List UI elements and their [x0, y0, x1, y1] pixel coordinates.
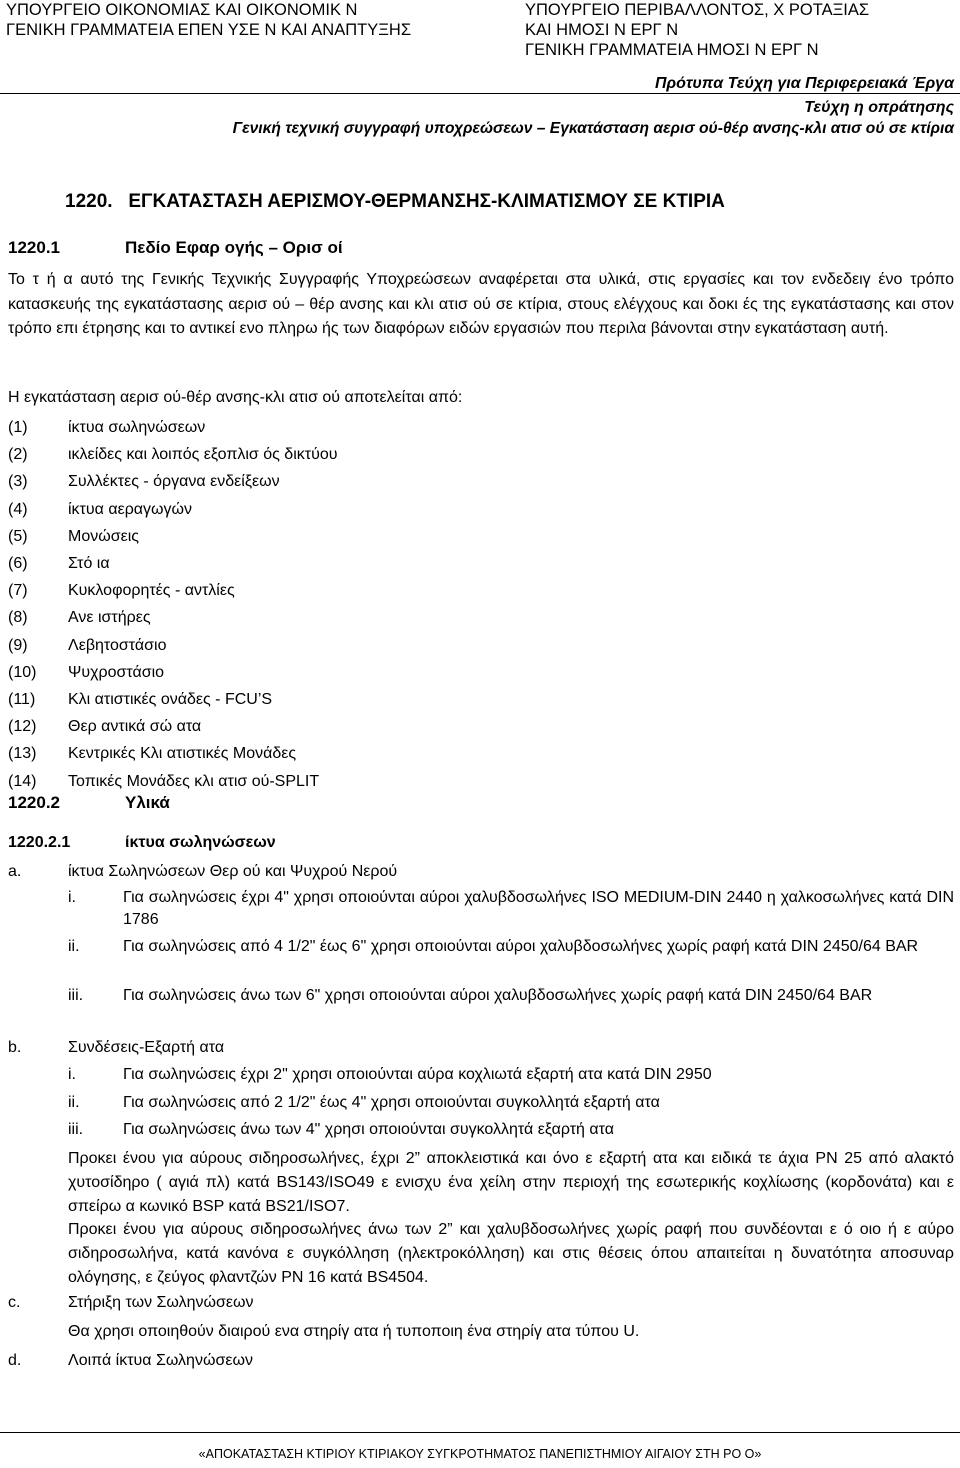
component-number: (13): [8, 745, 37, 763]
black-steel-fittings-paragraph: Προκει ένου για αύρους σιδηροσωλήνες, έχρι 2” αποκλειστικά και όνο ε εξαρτή ατα και ειδικά τε άχια PN 25 από αλακτό χυτοσίδηρο ( αγιά πλ) κατά BS143/ISO49 ε ενισχυ ένα χείλη στην περιοχή της εσωτερικής κοχλίωσης (κορδονάτα) και ε σπείρω α κωνικό BSP κατά BS21/ISO7.: [68, 1150, 954, 1215]
section-2-heading: Υλικά: [125, 793, 170, 812]
spec-item-number: i.: [68, 1066, 76, 1083]
spec-item: [68, 1092, 954, 1114]
component-label: Λεβητοστάσιο: [68, 636, 167, 654]
component-number: (11): [8, 691, 36, 708]
component-number: (4): [8, 500, 28, 518]
component-label: Κυκλοφορητές - αντλίες: [68, 582, 235, 600]
spec-item-number: ii.: [68, 938, 80, 955]
chapter-title: 1220. ΕΓΚΑΤΑΣΤΑΣΗ ΑΕΡΙΣΜΟΥ-ΘΕΡΜΑΝΣΗΣ-ΚΛΙΜΑΤΙΣΜΟΥ ΣΕ ΚΤΙΡΙΑ: [65, 191, 725, 212]
spec-item-number: i.: [68, 889, 76, 906]
spec-item-number: iii.: [68, 987, 84, 1004]
spec-item-text: Για σωληνώσεις έχρι 4" χρησι οποιούνται αύροι χαλυβδοσωλήνες ISO MEDIUM-DIN 2440 η χαλκοσωλήνες κατά DIN 1786: [123, 889, 954, 928]
subsection-heading: ίκτυα σωληνώσεων: [125, 834, 276, 851]
component-label: Θερ αντικά σώ ατα: [68, 718, 202, 736]
spec-item: [68, 1064, 954, 1086]
spec-item-text: Για σωληνώσεις άνω των 4" χρησι οποιούνται συγκολλητά εξαρτή ατα: [123, 1121, 614, 1138]
section-1-number: 1220.1: [8, 238, 60, 257]
component-number: (8): [8, 609, 28, 627]
component-label: Συλλέκτες - όργανα ενδείξεων: [68, 473, 280, 491]
spec-item: [68, 1119, 954, 1141]
component-label: Τοπικές Μονάδες κλι ατισ ού-SPLIT: [68, 772, 320, 790]
spec-item: [68, 985, 954, 1007]
section-2-number: 1220.2: [8, 793, 60, 812]
ministry-environment-title-2: ΚΑΙ ΗΜΟΣΙ Ν ΕΡΓ Ν: [525, 21, 679, 39]
project-footer: «ΑΠΟΚΑΤΑΣΤΑΣΗ ΚΤΙΡΙΟΥ ΚΤΙΡΙΑΚΟΥ ΣΥΓΚΡΟΤΗΜΑΤΟΣ ΠΑΝΕΠΙΣΤΗΜΙΟΥ ΑΙΓΑΙΟΥ ΣΤΗ ΡΟ Ο»: [198, 1447, 762, 1461]
component-number: (1): [8, 419, 28, 436]
component-number: (3): [8, 473, 28, 491]
pipe-supports-heading: Στήριξη των Σωληνώσεων: [68, 1294, 254, 1311]
component-label: Στό ια: [68, 555, 110, 572]
component-label: ίκτυα σωληνώσεων: [68, 419, 206, 436]
component-number: (12): [8, 718, 37, 736]
secretariat-public-works-title: ΓΕΝΙΚΗ ΓΡΑΜΜΑΤΕΙΑ ΗΜΟΣΙ Ν ΕΡΓ Ν: [525, 41, 819, 59]
spec-item-number: ii.: [68, 1094, 80, 1111]
letter-d: d.: [8, 1352, 22, 1369]
specification-subtitle: Γενική τεχνική συγγραφή υποχρεώσεων – Εγκατάσταση αερισ ού-θέρ ανσης-κλι ατισ ού σε κτίρια: [232, 120, 954, 137]
component-label: ίκτυα αεραγωγών: [68, 500, 193, 518]
component-number: (9): [8, 636, 28, 654]
component-label: Κεντρικές Κλι ατιστικές Μονάδες: [68, 745, 297, 763]
standard-docs-label: Πρότυπα Τεύχη για Περιφερειακά Έργα: [654, 75, 954, 92]
component-label: Ψυχροστάσιο: [68, 663, 165, 681]
piping-water-heading: ίκτυα Σωληνώσεων Θερ ού και Ψυχρού Νερού: [68, 863, 398, 880]
welded-connections-paragraph: Προκει ένου για αύρους σιδηροσωλήνες άνω των 2” και χαλυβδοσωλήνες χωρίς ραφή που συνδέονται ε ό οιο ή ε αύρο σιδηροσωλήνα, κατά κανόνα ε συγκόλληση (ηλεκτροκόλληση) και στις θέσεις όπου απαιτείται η δυνατότητα αποσυναρ ολόγησης, ε ζεύγος φλαντζών PN 16 κατά BS4504.: [68, 1221, 954, 1286]
ministry-economy-title: ΥΠΟΥΡΓΕΙΟ ΟΙΚΟΝΟΜΙΑΣ ΚΑΙ ΟΙΚΟΝΟΜΙΚ Ν: [6, 1, 358, 19]
subsection-number: 1220.2.1: [8, 834, 71, 851]
letter-a: a.: [8, 863, 22, 880]
spec-item-text: Για σωληνώσεις από 2 1/2" έως 4" χρησι οποιούνται συγκολλητά εξαρτή ατα: [123, 1094, 660, 1111]
spec-item-text: Για σωληνώσεις από 4 1/2" έως 6" χρησι οποιούνται αύροι χαλυβδοσωλήνες χωρίς ραφή κατά DIN 2450/64 BAR: [123, 938, 919, 955]
component-label: Κλι ατιστικές ονάδες - FCU’S: [68, 691, 273, 708]
component-label: Ανε ιστήρες: [68, 609, 151, 627]
connections-heading: Συνδέσεις-Εξαρτή ατα: [68, 1039, 225, 1056]
letter-c: c.: [8, 1294, 21, 1311]
component-number: (5): [8, 527, 28, 545]
spec-item: [68, 936, 954, 958]
component-number: (14): [8, 772, 37, 790]
footer-divider: [0, 1432, 960, 1433]
composition-intro: Η εγκατάσταση αερισ ού-θέρ ανσης-κλι ατισ ού αποτελείται από:: [8, 389, 463, 406]
secretariat-investments-title: ΓΕΝΙΚΗ ΓΡΑΜΜΑΤΕΙΑ ΕΠΕΝ ΥΣΕ Ν ΚΑΙ ΑΝΑΠΤΥΞΗΣ: [6, 21, 412, 39]
spec-item-number: iii.: [68, 1121, 84, 1138]
spec-item: [68, 887, 954, 931]
component-number: (10): [8, 663, 37, 681]
section-1-heading: Πεδίο Εφαρ ογής – Ορισ οί: [125, 238, 343, 257]
spec-item-text: Για σωληνώσεις έχρι 2" χρησι οποιούνται αύρα κοχλιωτά εξαρτή ατα κατά DIN 2950: [123, 1066, 712, 1083]
component-label: ικλείδες και λοιπός εξοπλισ ός δικτύου: [68, 446, 338, 464]
ministry-environment-title: ΥΠΟΥΡΓΕΙΟ ΠΕΡΙΒΑΛΛΟΝΤΟΣ, Χ ΡΟΤΑΞΙΑΣ: [525, 1, 870, 19]
component-number: (2): [8, 446, 28, 464]
spec-item-text: Για σωληνώσεις άνω των 6" χρησι οποιούνται αύροι χαλυβδοσωλήνες χωρίς ραφή κατά DIN 2450/64 BAR: [123, 987, 873, 1004]
tender-docs-label: Τεύχη η οπράτησης: [804, 99, 954, 116]
pipe-supports-paragraph: Θα χρησι οποιηθούν διαιρού ενα στηρίγ ατα ή τυποποιη ένα στηρίγ ατα τύπου U.: [68, 1323, 640, 1340]
component-label: Μονώσεις: [68, 527, 139, 545]
component-number: (6): [8, 555, 28, 572]
other-piping-heading: Λοιπά ίκτυα Σωληνώσεων: [68, 1352, 253, 1369]
letter-b: b.: [8, 1039, 22, 1056]
component-number: (7): [8, 582, 28, 600]
scope-paragraph: Το τ ή α αυτό της Γενικής Τεχνικής Συγγραφής Υποχρεώσεων αναφέρεται στα υλικά, στις εργασίες και τον ενδεδειγ ένο τρόπο κατασκευής της εγκατάστασης αερισ ού – θέρ ανσης και κλι ατισ ού σε κτίρια, στους ελέγχους και δοκι ές της εγκατάστασης και στον τρόπο επι έτρησης και το αντικεί ενο πληρω ής των διαφόρων ειδών εργασιών που περιλα βάνονται στην εγκατάσταση αυτή.: [8, 271, 954, 337]
